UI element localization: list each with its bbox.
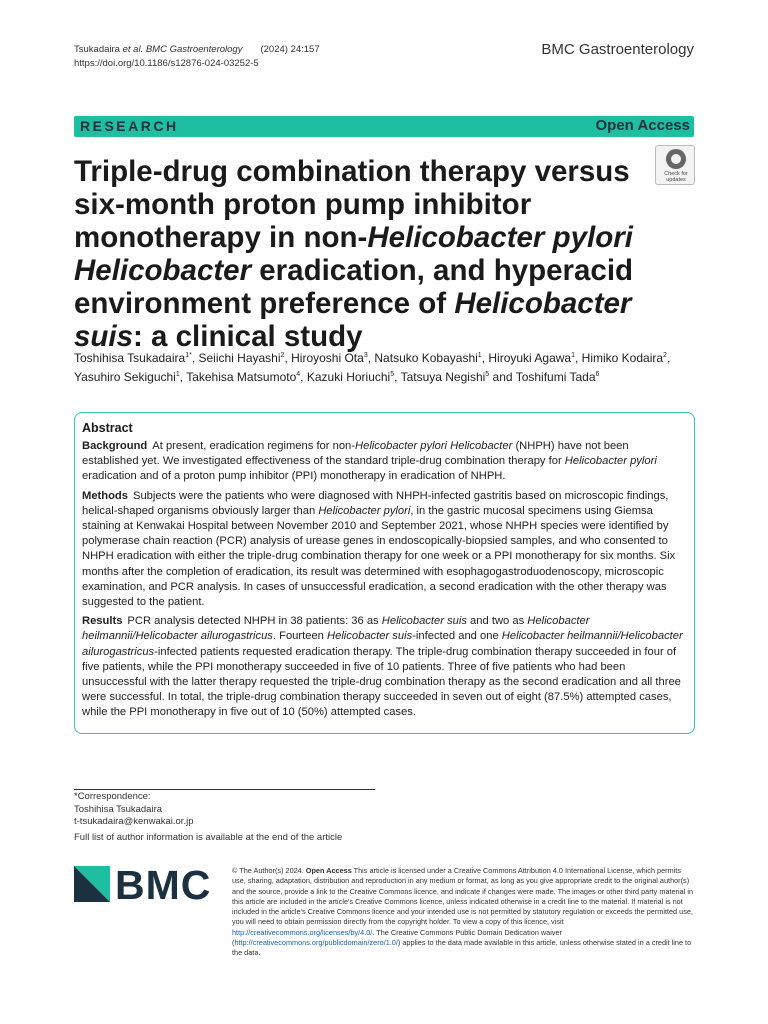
abstract-box (74, 412, 695, 734)
header-etal: et al. (122, 44, 144, 55)
author[interactable]: Seiichi Hayashi$^2$ (198, 351, 285, 365)
public-domain-link[interactable]: http://creativecommons.org/publicdomain/zero/1.0/ (234, 938, 398, 948)
header-year-volume: (2024) 24:157 (260, 44, 320, 55)
correspondence-label: *Correspondence: (74, 791, 151, 802)
author-list: Toshihisa Tsukadaira$^{1*}$, Seiichi Hayashi$^2$, Hiroyoshi Ota$^3$, Natsuko Kobayashi$^1$, Hiroyuki Agawa$^1$, Himiko Kodaira$^2$, Yasuhiro Sekiguchi$^1$, Takehisa Matsumoto$^4$, Kazuki Horiuchi$^5$, Tatsuya Negishi$^5$ and Toshifumi Tada$^6$ (74, 351, 671, 384)
research-label: RESEARCH (80, 118, 179, 134)
open-access-label: Open Access (595, 117, 690, 134)
author[interactable]: Tatsuya Negishi$^5$ (400, 370, 490, 384)
abstract-heading: Abstract (82, 421, 133, 435)
bmc-logo (74, 862, 216, 908)
bmc-logo-text: BMC (115, 862, 212, 908)
correspondence-name: Toshihisa Tsukadaira (74, 803, 163, 815)
footnote-divider (74, 789, 375, 790)
check-updates-label: Check for updates (664, 171, 688, 183)
author[interactable]: Takehisa Matsumoto$^4$ (186, 370, 301, 384)
author[interactable]: Toshihisa Tsukadaira$^{1*}$ (74, 351, 192, 365)
author[interactable]: Hiroyuki Agawa$^1$ (488, 351, 575, 365)
article-type-banner (74, 116, 694, 137)
author[interactable]: Hiroyoshi Ota$^3$ (291, 351, 368, 365)
bmc-logo-mark-icon (74, 866, 110, 902)
header-author: Tsukadaira (74, 44, 120, 55)
journal-name: BMC Gastroenterology (541, 41, 694, 58)
author[interactable]: Kazuki Horiuchi$^5$ (306, 370, 395, 384)
license-statement: © The Author(s) 2024. Open Access This article is licensed under a Creative Commons Attribution 4.0 International License, which permits use, sharing, adaptation, distribution and reproduction in any medium or format, as long as you give appropriate credit to the original author(s) and the source, provide a link to the Creative Commons licence, and indicate if changes were made. The images or other third party material in this article are included in the article's Creative Commons licence, unless indicated otherwise in a credit line to the material. If material is not included in the article's Creative Commons licence and your intended use is not permitted by statutory regulation or exceeds the permitted use, you will need to obtain permission directly from the copyright holder. To view a copy of this licence, visit http://creativecommons.org/licenses/by/4.0/. The Creative Commons Public Domain Dedication waiver (http://creativecommons.org/publicdomain/zero/1.0/) applies to the data made available in this article, unless otherwise stated in a credit line to the data. (232, 866, 694, 958)
author[interactable]: Yasuhiro Sekiguchi$^1$ (74, 370, 180, 384)
correspondence-email-link[interactable]: t-tsukadaira@kenwakai.or.jp (74, 816, 194, 827)
abstract-methods: Methods Subjects were the patients who were diagnosed with NHPH-infected gastritis based on microscopic findings, helical-shaped organisms obviously larger than Helicobacter pylori, in the gastric mucosal specimens using Giemsa staining at Kenwakai Hospital between November 2010 and September 2021, whose NHPH species were identified by polymerase chain reaction (PCR) analysis of urease genes in endoscopically-biopsied samples, and who consented to NHPH eradication with either the triple-drug combination therapy for one week or a PPI monotherapy for six months. Six months after the completion of eradication, its result was determined with esophagogastroduodenoscopy, microscopic examination, and PCR analysis. In cases of unsuccessful eradication, a second eradication with the other therapy was suggested to the patient. (82, 489, 676, 609)
license-link[interactable]: http://creativecommons.org/licenses/by/4.0/ (232, 927, 373, 937)
author-info-note: Full list of author information is available at the end of the article (74, 832, 343, 843)
abstract-results: Results PCR analysis detected NHPH in 38 patients: 36 as Helicobacter suis and two as Helicobacter heilmannii/Helicobacter ailurogastricus. Fourteen Helicobacter suis-infected and one Helicobacter heilmannii/Helicobacter ailurogastricus-infected patients requested eradication therapy. The triple-drug combination therapy succeeded in four of five patients, while the PPI monotherapy succeeded in five of 10 patients. Three of five patients who had been unsuccessful with the latter therapy requested the triple-drug combination therapy as the second eradication and all three were successful. In total, the triple-drug combination therapy succeeded in seven out of eight (87.5%) attempted cases, while the PPI monotherapy in five out of 10 (50%) attempted cases. (82, 615, 683, 719)
article-title: Triple-drug combination therapy versus six-month proton pump inhibitor monotherapy in non-Helicobacter pylori Helicobacter eradication, and hyperacid environment preference of Helicobacter suis: a clinical study (74, 155, 634, 353)
author[interactable]: Natsuko Kobayashi$^1$ (374, 351, 482, 365)
running-header (74, 43, 320, 71)
correspondence-footnote (74, 791, 193, 829)
abstract-background: Background At present, eradication regimens for non-Helicobacter pylori Helicobacter (NHPH) have not been established yet. We investigated effectiveness of the standard triple-drug combination therapy for Helicobacter pylori eradication and of a proton pump inhibitor (PPI) monotherapy in eradication of NHPH. (82, 440, 657, 483)
header-doi-link[interactable]: https://doi.org/10.1186/s12876-024-03252-5 (74, 58, 259, 69)
author[interactable]: Toshifumi Tada$^6$ (515, 370, 600, 384)
author[interactable]: Himiko Kodaira$^2$ (581, 351, 667, 365)
check-updates-icon (666, 149, 686, 169)
header-journal: BMC Gastroenterology (145, 44, 243, 55)
check-for-updates-button[interactable] (655, 145, 695, 185)
